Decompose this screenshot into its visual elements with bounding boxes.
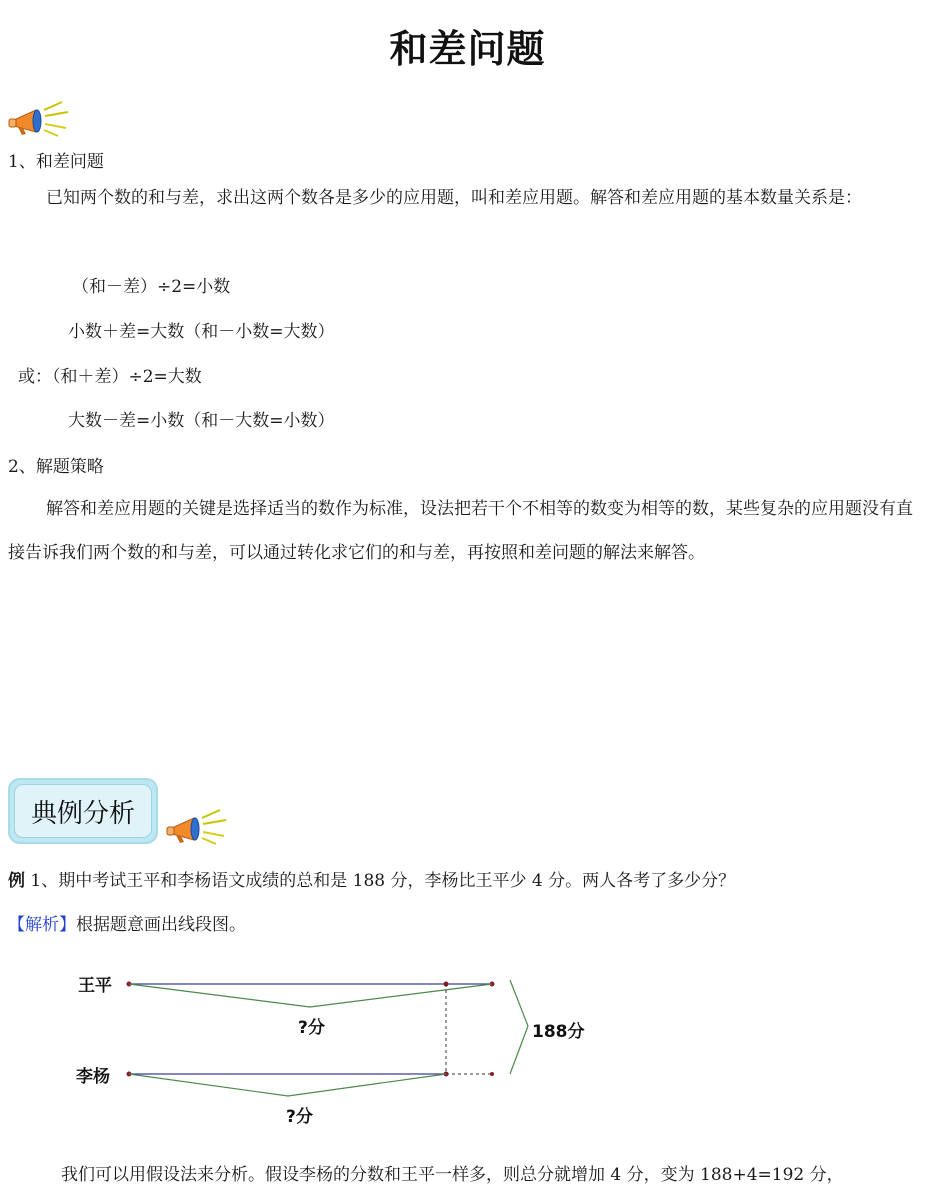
- total-brace: [510, 980, 528, 1074]
- formula-4: 大数－差=小数（和－大数=小数）: [68, 411, 335, 431]
- analysis-text: 根据题意画出线段图。: [76, 915, 246, 935]
- example-section-badge: [8, 778, 158, 844]
- analysis-tag: 【解析】: [8, 915, 76, 935]
- analysis-line: [8, 914, 246, 936]
- label-unknown-top: ?分: [298, 1018, 325, 1038]
- label-unknown-bottom: ?分: [286, 1107, 313, 1127]
- section2-paragraph: 解答和差应用题的关键是选择适当的数作为标准，设法把若干个不相等的数变为相等的数，某些复杂的应用题没有直接告诉我们两个数的和与差，可以通过转化求它们的和与差，再按照和差问题的解法来解答。: [8, 499, 913, 563]
- label-wangping: 王平: [78, 976, 112, 996]
- liyang-brace: [129, 1074, 446, 1096]
- example-prefix: 例: [8, 871, 25, 891]
- formula-2: 小数＋差=大数（和－小数=大数）: [68, 322, 335, 342]
- formula-1: （和－差）÷2=小数: [72, 277, 231, 297]
- line-segment-diagram: [0, 960, 935, 1140]
- formula-3: 或：（和＋差）÷2=大数: [18, 367, 202, 387]
- label-total: 188分: [532, 1022, 585, 1042]
- megaphone-icon: [164, 806, 234, 846]
- megaphone-icon: [6, 98, 76, 138]
- page-title: 和差问题: [389, 27, 546, 71]
- example-text: 1、期中考试王平和李杨语文成绩的总和是 188 分，李杨比王平少 4 分。两人各考了多少分？: [25, 871, 736, 891]
- label-liyang: 李杨: [76, 1067, 110, 1087]
- wangping-brace: [129, 984, 492, 1007]
- section1-heading: 1、和差问题: [8, 152, 104, 172]
- example-1-question: [8, 870, 735, 892]
- section2-heading: 2、解题策略: [8, 457, 104, 477]
- badge-label: 典例分析: [14, 784, 152, 838]
- section1-paragraph: 已知两个数的和与差，求出这两个数各是多少的应用题，叫和差应用题。解答和差应用题的基本数量关系是：: [46, 188, 862, 208]
- analysis-continuation: 我们可以用假设法来分析。假设李杨的分数和王平一样多，则总分就增加 4 分，变为 188+4=192 分，: [61, 1165, 844, 1185]
- liyang-dash-end-point: [490, 1072, 494, 1076]
